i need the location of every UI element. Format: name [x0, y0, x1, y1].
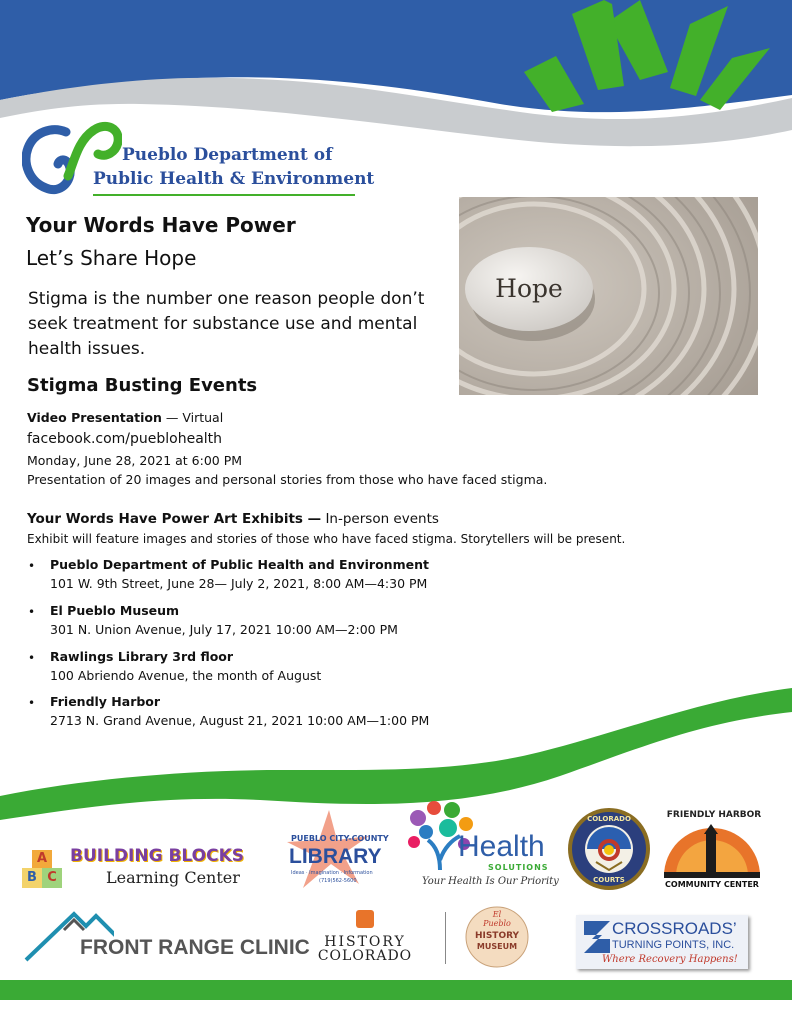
- front-range-clinic-logo: [24, 908, 310, 964]
- crossroads-tagline: Where Recovery Happens!: [602, 954, 738, 965]
- friendly-harbor-sub: COMMUNITY CENTER: [665, 880, 759, 889]
- crossroads-name: CROSSROADS’: [612, 919, 737, 938]
- library-phone: (719)562-5600: [319, 878, 357, 884]
- video-event-url[interactable]: facebook.com/pueblohealth: [27, 431, 223, 447]
- location-name: Pueblo Department of Public Health and Environment: [50, 557, 429, 572]
- health-solutions-sub: SOLUTIONS: [488, 863, 549, 872]
- bullet-marker: •: [28, 559, 36, 573]
- el-pueblo-line4: MUSEUM: [476, 942, 518, 951]
- el-pueblo-museum-logo: [464, 906, 530, 968]
- building-blocks-title: BUILDING BLOCKS: [70, 846, 244, 866]
- location-detail: 101 W. 9th Street, June 28— July 2, 2021, 8:00 AM—4:30 PM: [50, 576, 428, 591]
- history-colorado-line1: HISTORY: [324, 934, 406, 950]
- logo-underline: [93, 194, 355, 196]
- health-solutions-name: Health: [458, 830, 545, 863]
- section-title: Stigma Busting Events: [27, 375, 258, 396]
- exhibit-title: Your Words Have Power Art Exhibits —: [27, 511, 322, 527]
- abc-blocks-icon: A B C: [22, 850, 66, 894]
- org-name-line1: Pueblo Department of: [122, 145, 333, 165]
- history-colorado-mark-icon: [356, 910, 374, 928]
- location-name: Friendly Harbor: [50, 694, 161, 709]
- exhibit-description: Exhibit will feature images and stories of those who have faced stigma. Storytellers will be present.: [27, 532, 626, 546]
- intro-text: Stigma is the number one reason people don’t seek treatment for substance use and mental health issues.: [28, 289, 425, 359]
- library-logo: [285, 806, 400, 892]
- location-name: El Pueblo Museum: [50, 603, 180, 618]
- building-blocks-subtitle: Learning Center: [106, 868, 240, 887]
- location-detail: 301 N. Union Avenue, July 17, 2021 10:00 AM—2:00 PM: [50, 622, 398, 637]
- hope-stone-photo: [459, 197, 758, 395]
- library-tagline: Ideas · Imagination · Information: [291, 870, 373, 876]
- headline: Your Words Have Power: [26, 213, 296, 237]
- exhibit-title-line: [27, 511, 439, 527]
- video-event-mode: — Virtual: [161, 410, 224, 425]
- library-name: LIBRARY: [289, 845, 382, 868]
- crossroads-logo: [576, 915, 748, 969]
- video-event-description: Presentation of 20 images and personal stories from those who have faced stigma.: [27, 472, 548, 487]
- org-name-line2: Public Health & Environment: [93, 169, 375, 189]
- friendly-harbor-arc-text: FRIENDLY HARBOR: [666, 810, 762, 820]
- location-detail: 100 Abriendo Avenue, the month of August: [50, 668, 322, 683]
- history-colorado-logo: [310, 910, 420, 966]
- el-pueblo-line2: Pueblo: [483, 919, 511, 928]
- bullet-marker: •: [28, 605, 36, 619]
- department-logo: [22, 118, 375, 202]
- crossroads-sub: TURNING POINTS, INC.: [612, 939, 735, 951]
- department-swirl-icon: [22, 118, 122, 202]
- footer-green-bar: [0, 980, 792, 1000]
- health-solutions-tagline: Your Health Is Our Priority: [422, 876, 559, 887]
- lighthouse-icon: [656, 816, 768, 886]
- location-detail: 2713 N. Grand Avenue, August 21, 2021 10:00 AM—1:00 PM: [50, 713, 430, 728]
- video-event-title: Video Presentation: [27, 410, 162, 425]
- courts-bottom-text: COURTS: [593, 876, 625, 884]
- el-pueblo-line3: HISTORY: [474, 931, 520, 941]
- health-solutions-logo: [404, 800, 559, 892]
- exhibit-mode: In-person events: [321, 511, 439, 527]
- courts-top-text: COLORADO: [587, 815, 631, 823]
- bullet-marker: •: [28, 651, 36, 665]
- photo-hope-word: Hope: [495, 274, 563, 303]
- subheadline: Let’s Share Hope: [26, 246, 197, 270]
- building-blocks-logo: [22, 842, 284, 892]
- history-colorado-line2: COLORADO: [317, 948, 413, 964]
- el-pueblo-line1: El: [492, 910, 502, 919]
- friendly-harbor-logo: [656, 806, 768, 892]
- bullet-marker: •: [28, 696, 36, 710]
- video-event-title-line: [27, 410, 223, 425]
- front-range-clinic-name: FRONT RANGE CLINIC: [80, 936, 310, 959]
- location-name: Rawlings Library 3rd floor: [50, 649, 234, 664]
- colorado-courts-logo: [566, 806, 652, 892]
- crossroads-mark-icon: [582, 919, 612, 955]
- library-top-text: PUEBLO CITY-COUNTY: [291, 834, 389, 843]
- logo-divider: [445, 912, 446, 964]
- video-event-date: Monday, June 28, 2021 at 6:00 PM: [27, 453, 243, 468]
